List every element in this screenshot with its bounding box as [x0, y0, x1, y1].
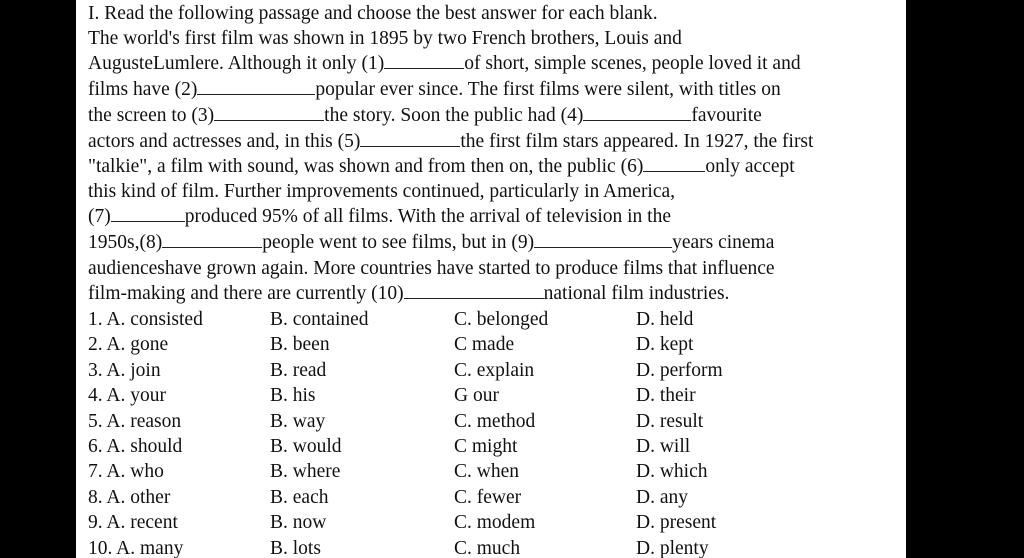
- passage-line-11: film-making and there are currently (10) national film industries.: [88, 283, 730, 304]
- option-3-a[interactable]: 3. A. join: [88, 359, 161, 381]
- passage-line-8: (7) produced 95% of all films. With the arrival of television in the: [88, 206, 671, 227]
- option-9-a[interactable]: 9. A. recent: [88, 512, 178, 534]
- option-2-c[interactable]: C made: [454, 334, 515, 356]
- option-1-a[interactable]: 1. A. consisted: [88, 309, 203, 330]
- passage-line-1: The world's first film was shown in 1895 by two French brothers, Louis and: [88, 28, 682, 49]
- option-3-d[interactable]: D. perform: [636, 359, 723, 381]
- passage-line-7: this kind of film. Further improvements continued, particularly in America,: [88, 181, 676, 202]
- option-1-c[interactable]: C. belonged: [454, 309, 549, 330]
- option-9-b[interactable]: B. now: [270, 512, 327, 534]
- option-8-b[interactable]: B. each: [270, 486, 329, 508]
- option-8-c[interactable]: C. fewer: [454, 486, 522, 508]
- option-2-a[interactable]: 2. A. gone: [88, 334, 169, 356]
- option-7-d[interactable]: D. which: [636, 461, 708, 483]
- option-3-c[interactable]: C. explain: [454, 359, 535, 381]
- option-8-a[interactable]: 8. A. other: [88, 486, 171, 508]
- blank-6[interactable]: [643, 155, 705, 172]
- option-4-b[interactable]: B. his: [270, 385, 316, 407]
- option-9-d[interactable]: D. present: [636, 512, 717, 534]
- option-4-c[interactable]: G our: [454, 385, 499, 407]
- option-5-a[interactable]: 5. A. reason: [88, 410, 182, 432]
- blank-10[interactable]: [404, 282, 544, 299]
- option-7-c[interactable]: C. when: [454, 461, 519, 483]
- option-9-c[interactable]: C. modem: [454, 512, 536, 534]
- option-2-d[interactable]: D. kept: [636, 334, 694, 356]
- blank-5[interactable]: [360, 130, 460, 147]
- blank-1[interactable]: [384, 52, 464, 69]
- option-6-a[interactable]: 6. A. should: [88, 436, 183, 457]
- option-10-b[interactable]: B. lots: [270, 537, 321, 558]
- option-4-d[interactable]: D. their: [636, 385, 696, 407]
- option-5-d[interactable]: D. result: [636, 410, 704, 432]
- option-5-c[interactable]: C. method: [454, 410, 536, 432]
- worksheet-page: [76, 0, 906, 558]
- option-1-d[interactable]: D. held: [636, 309, 694, 330]
- blank-4[interactable]: [583, 104, 691, 121]
- option-7-b[interactable]: B. where: [270, 461, 341, 483]
- blank-3[interactable]: [214, 104, 324, 121]
- option-10-d[interactable]: D. plenty: [636, 537, 709, 558]
- passage-line-3: films have (2) popular ever since. The first films were silent, with titles on: [88, 79, 781, 100]
- option-2-b[interactable]: B. been: [270, 334, 330, 356]
- option-6-d[interactable]: D. will: [636, 436, 691, 457]
- option-8-d[interactable]: D. any: [636, 486, 688, 508]
- passage-line-10: audienceshave grown again. More countries have started to produce films that influence: [88, 258, 775, 279]
- option-7-a[interactable]: 7. A. who: [88, 461, 164, 483]
- blank-2[interactable]: [197, 78, 315, 95]
- option-6-b[interactable]: B. would: [270, 436, 342, 457]
- option-5-b[interactable]: B. way: [270, 410, 326, 432]
- option-3-b[interactable]: B. read: [270, 359, 327, 381]
- instruction: I. Read the following passage and choose the best answer for each blank.: [88, 3, 658, 24]
- blank-8[interactable]: [162, 231, 262, 248]
- passage-line-4: the screen to (3) the story. Soon the public had (4) favourite: [88, 105, 762, 126]
- passage-line-5: actors and actresses and, in this (5) the first film stars appeared. In 1927, the first: [88, 131, 814, 152]
- option-6-c[interactable]: C might: [454, 436, 518, 457]
- passage-line-2: AugusteLumlere. Although it only (1) of short, simple scenes, people loved it and: [88, 53, 801, 74]
- option-1-b[interactable]: B. contained: [270, 309, 369, 330]
- option-4-a[interactable]: 4. A. your: [88, 385, 166, 407]
- passage-line-9: 1950s,(8) people went to see films, but in (9) years cinema: [88, 232, 775, 253]
- option-10-a[interactable]: 10. A. many: [88, 537, 184, 558]
- option-10-c[interactable]: C. much: [454, 537, 521, 558]
- blank-7[interactable]: [111, 205, 185, 222]
- blank-9[interactable]: [534, 231, 672, 248]
- passage-line-6: "talkie", a film with sound, was shown and from then on, the public (6) only accept: [88, 156, 795, 177]
